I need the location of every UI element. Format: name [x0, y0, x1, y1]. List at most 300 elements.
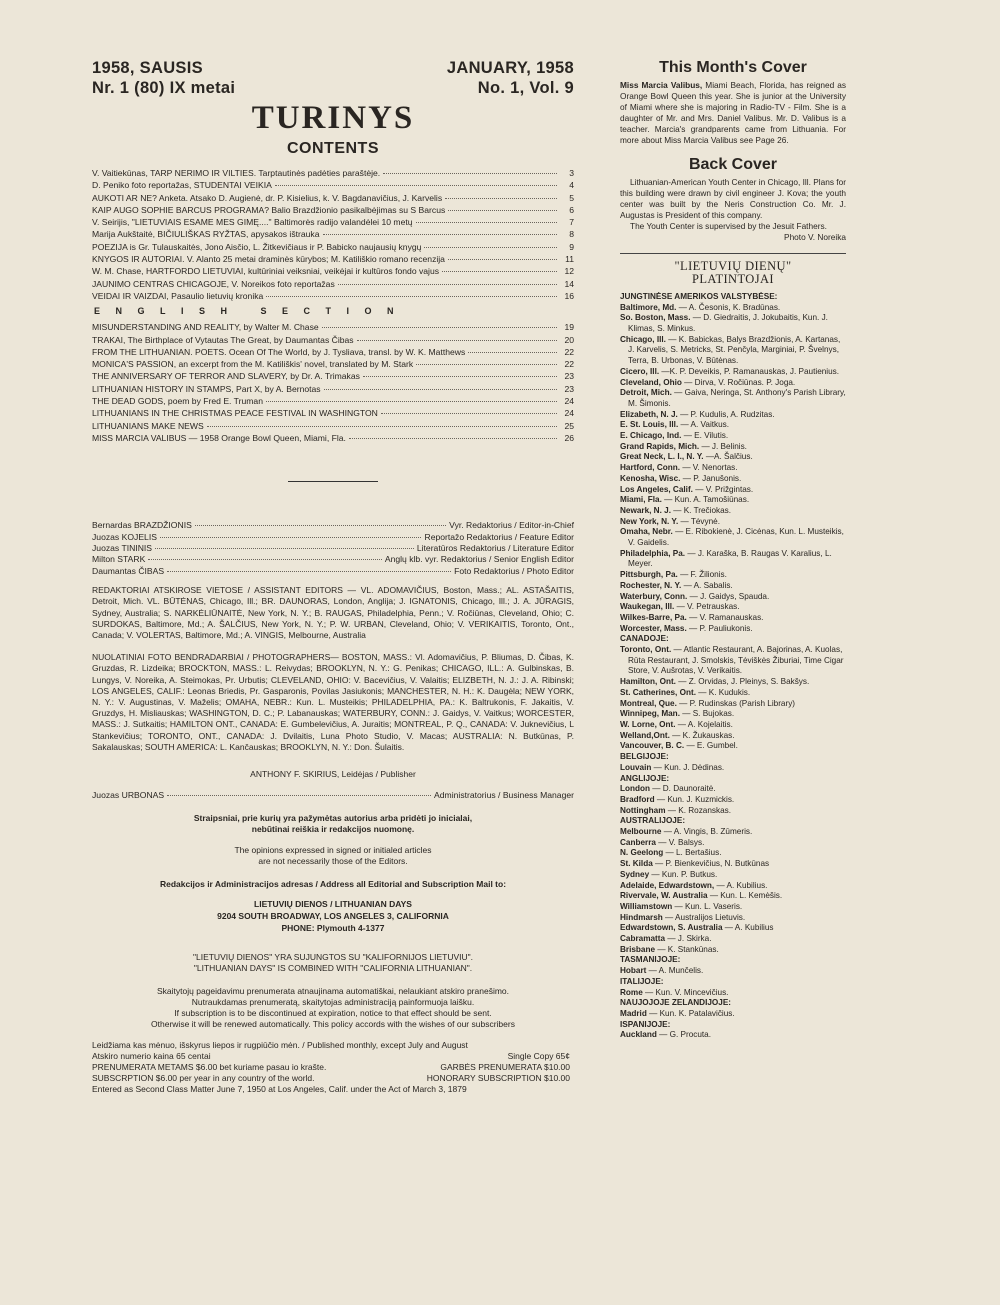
distributor-section-heading: AUSTRALIJOJE: [620, 816, 686, 826]
distributor-city: Omaha, Nebr. [620, 527, 673, 537]
distributor-city: Cleveland, Ohio [620, 377, 682, 387]
distributor-names: — J. Skirka. [667, 934, 712, 944]
toc-entry-page: 23 [564, 383, 574, 394]
distributor-names: — Z. Orvidas, J. Pleinys, S. Bakšys. [678, 677, 810, 687]
distributor-entry [620, 848, 846, 859]
staff-row [92, 520, 574, 531]
distributor-entry [620, 474, 846, 485]
distributor-names: — J. Karaška, B. Raugas V. Karalius, L. Meyer. [628, 548, 832, 569]
distributor-city: St. Catherines, Ont. [620, 687, 696, 697]
leader-dots [416, 222, 557, 223]
toc-row [92, 384, 574, 396]
toc-entry-title: LITHUANIANS IN THE CHRISTMAS PEACE FESTIVAL IN WASHINGTON [92, 408, 378, 419]
distributor-section-heading: BELGIJOJE: [620, 752, 669, 762]
distributor-entry [620, 731, 846, 742]
staff-row [92, 543, 574, 554]
date-en: JANUARY, 1958 [446, 59, 574, 77]
toc-row [92, 421, 574, 433]
distributor-names: — P. Pauliukonis. [689, 623, 753, 633]
distributor-names: — A. Vaitkus. [680, 420, 730, 430]
distributor-names: — Kun. K. Patalavičius. [649, 1008, 735, 1018]
left-column [92, 58, 574, 1095]
toc-row [92, 335, 574, 347]
pub-line-2a: Atskiro numerio kaina 65 centai [92, 1051, 211, 1062]
toc-entry-page: 22 [564, 359, 574, 370]
distributor-names: — A. Kubilius [724, 923, 774, 933]
toc-entry-title: KAIP AUGO SOPHIE BARCUS PROGRAMA? Balio Brazdžionio pasikalbėjimas su S Barcus [92, 204, 446, 215]
toc-entry-page: 25 [564, 420, 574, 431]
toc-row [92, 254, 574, 266]
distributor-entry [620, 945, 846, 956]
toc-entry-page: 20 [564, 334, 574, 345]
distributor-names: — K. Žukauskas. [672, 730, 735, 740]
address-line-3: PHONE: Plymouth 4-1377 [281, 923, 385, 934]
cover-title: This Month's Cover [659, 59, 807, 76]
distributor-city: Adelaide, Edwardstown, [620, 880, 715, 890]
toc-entry-page: 24 [564, 396, 574, 407]
toc-entry-page: 4 [569, 180, 574, 191]
toc-entry-title: POEZIJA is Gr. Tulauskaitės, Jono Aisčio, L. Žitkevičiaus ir P. Babicko naujausių knygų [92, 241, 422, 252]
pub-line-3a: PRENUMERATA METAMS $6.00 bet kuriame pasau io krašte. [92, 1062, 327, 1073]
merged-line-1: "LIETUVIŲ DIENOS" YRA SUJUNGTOS SU "KALIFORNIJOS LIETUVIU". [192, 952, 474, 963]
distributor-entry [620, 688, 846, 699]
distributor-entry [620, 763, 846, 774]
distributor-city: Detroit, Mich. [620, 388, 672, 398]
distributor-entry [620, 966, 846, 977]
distributor-names: — A. Kubilius. [716, 880, 768, 890]
distributor-entry [620, 902, 846, 913]
back-cover-photo-credit: Photo V. Noreika [784, 231, 846, 242]
toc-entry-title: TRAKAI, The Birthplace of Vytautas The Great, by Daumantas Čibas [92, 334, 354, 345]
merged-line-2: "LITHUANIAN DAYS" IS COMBINED WITH "CALIFORNIA LITHUANIAN". [193, 963, 473, 974]
distributor-names: — V. Petrauskas. [676, 602, 740, 612]
distributor-names: — V. Prižgintas. [695, 484, 754, 494]
disclaimer-en-line-2: are not necessarily those of the Editors. [258, 856, 408, 867]
staff-name: Milton STARK [92, 554, 146, 565]
distributor-names: — D. Giedraitis, J. Jokubaitis, Kun. J. Klimas, S. Minkus. [628, 313, 828, 333]
distributor-city: Rome [620, 987, 643, 997]
distributor-names: — Kun. V. Mincevičius. [645, 987, 729, 997]
distributor-city: Rochester, N. Y. [620, 580, 682, 590]
disclaimer-lt [92, 813, 574, 835]
distributor-entry [620, 527, 846, 548]
distributor-entry [620, 367, 846, 378]
distributor-city: Louvain [620, 762, 652, 772]
page-title: TURINYS [251, 100, 415, 136]
leader-dots [416, 364, 557, 365]
distributor-entry [620, 570, 846, 581]
leader-dots [448, 210, 557, 211]
disclaimer-lt-line-2: nebūtinai reiškia ir redakcijos nuomonę. [251, 824, 415, 835]
distributor-entry [620, 859, 846, 870]
right-column [620, 58, 846, 1041]
toc-entry-title: W. M. Chase, HARTFORDO LIETUVIAI, kultūriniai veiksniai, veikėjai ir kultūros fondo vajus [92, 266, 440, 277]
staff-name: Daumantas ČIBAS [92, 565, 165, 576]
publisher: ANTHONY F. SKIRIUS, Leidėjas / Publisher [250, 769, 416, 780]
distributor-names: — S. Bujokas. [682, 709, 735, 719]
manager-name: Juozas URBONAS [92, 790, 165, 801]
distributor-city: Waukegan, Ill. [620, 602, 675, 612]
distributor-entry [620, 420, 846, 431]
toc-entry-title: Marija Aukštaitė, BIČIULIŠKAS RYŽTAS, apysakos ištrauka [92, 229, 320, 240]
distributor-names: —A. Šalčius. [705, 452, 753, 462]
distributor-city: Baltimore, Md. [620, 302, 677, 312]
distributor-entry [620, 677, 846, 688]
distributor-names: — K. Stankūnas. [657, 944, 719, 954]
toc-row [92, 408, 574, 420]
toc-entry-title: MISUNDERSTANDING AND REALITY, by Walter M. Chase [92, 322, 319, 333]
distributor-section-heading: TASMANIJOJE: [620, 955, 681, 965]
distributor-city: Nottingham [620, 805, 666, 815]
distributor-entry [620, 881, 846, 892]
distributor-names: — L. Bertašius. [665, 848, 722, 858]
leader-dots [160, 537, 422, 538]
toc-entry-page: 16 [564, 290, 574, 301]
toc-entry-title: FROM THE LITHUANIAN. POETS. Ocean Of The World, by J. Tysliava, transl. by W. K. Matthews [92, 346, 466, 357]
distributor-names: — A. Sabalis. [683, 580, 733, 590]
pub-line-1: Leidžiama kas mėnuo, išskyrus liepos ir rugpiūčio mėn. / Published monthly, except July and August [92, 1040, 468, 1051]
back-cover-text-2: The Youth Center is supervised by the Jesuit Fathers. [630, 221, 827, 232]
distributor-names: — Kun. J. Dėdinas. [653, 762, 725, 772]
leader-dots [167, 571, 451, 572]
distributor-entry [620, 934, 846, 945]
toc-entry-title: D. Peniko foto reportažas, STUDENTAI VEIKIA [92, 180, 272, 191]
toc-row [92, 347, 574, 359]
distributor-entry [620, 495, 846, 506]
distributor-entry [620, 335, 846, 367]
distributor-city: Madrid [620, 1008, 647, 1018]
distributor-city: Pittsburgh, Pa. [620, 570, 678, 580]
distributor-entry [620, 645, 846, 677]
leader-dots [324, 389, 557, 390]
distributor-city: Bradford [620, 794, 655, 804]
distributor-entry [620, 891, 846, 902]
disclaimer-en-line-1: The opinions expressed in signed or initialed articles [234, 845, 432, 856]
distributor-city: Chicago, Ill. [620, 334, 666, 344]
distributor-entry [620, 581, 846, 592]
toc-entry-title: LITHUANIANS MAKE NEWS [92, 420, 204, 431]
distributor-entry [620, 1030, 846, 1041]
distributor-city: So. Boston, Mass. [620, 313, 691, 323]
leader-dots [148, 559, 382, 560]
toc-row [92, 371, 574, 383]
distributors-list [620, 292, 846, 1041]
distributor-city: Canberra [620, 837, 656, 847]
distributor-entry [620, 431, 846, 442]
pub-line-5: Entered as Second Class Matter June 7, 1950 at Los Angeles, Calif. under the Act of March 3, 1879 [92, 1084, 467, 1095]
distributor-entry [620, 720, 846, 731]
toc-row [92, 168, 574, 180]
publication-info [92, 1040, 574, 1095]
distributor-section-heading: CANADOJE: [620, 634, 669, 644]
distributor-names: — E. Vilutis. [683, 431, 729, 441]
distributor-city: Hindmarsh [620, 912, 663, 922]
renewal-line-4: Otherwise it will be renewed automatically. This policy accords with the wishes of our subscribers [151, 1019, 515, 1030]
issue-en: No. 1, Vol. 9 [477, 79, 574, 97]
distributor-names: —K. P. Deveikis, P. Ramanauskas, J. Pautienius. [661, 366, 840, 376]
merged-note [92, 952, 574, 974]
distributor-entry [620, 838, 846, 849]
distributor-entry [620, 388, 846, 409]
leader-dots [266, 296, 557, 297]
distributor-city: Cicero, Ill. [620, 366, 660, 376]
leader-dots [383, 173, 557, 174]
distributor-names: — Kun. A. Tamošiūnas. [664, 495, 750, 505]
distributor-city: W. Lorne, Ont. [620, 720, 676, 729]
leader-dots [349, 438, 557, 439]
distributor-entry [620, 303, 846, 314]
distributor-names: — V. Ramanauskas. [689, 612, 764, 622]
distributor-city: Winnipeg, Man. [620, 709, 680, 719]
leader-dots [195, 525, 446, 526]
distributor-city: Hamilton, Ont. [620, 677, 676, 687]
divider [288, 481, 378, 482]
distributor-city: N. Geelong [620, 848, 664, 858]
distributor-entry [620, 313, 846, 334]
distributor-city: Wilkes-Barre, Pa. [620, 612, 687, 622]
toc-entry-page: 24 [564, 408, 574, 419]
distributor-city: Cabramatta [620, 934, 666, 944]
distributor-entry [620, 624, 846, 635]
toc-entry-title: MISS MARCIA VALIBUS — 1958 Orange Bowl Queen, Miami, Fla. [92, 432, 346, 443]
toc-entry-title: LITHUANIAN HISTORY IN STAMPS, Part X, by A. Bernotas [92, 383, 321, 394]
toc-entry-page: 12 [564, 266, 574, 277]
distributor-section-heading: ISPANIJOJE: [620, 1019, 671, 1029]
distributor-names: — A. Kojelaitis. [677, 720, 733, 729]
pub-line-2b: Single Copy 65¢ [507, 1051, 570, 1062]
leader-dots [424, 247, 557, 248]
distributor-entry [620, 410, 846, 421]
distributor-names: — K. Rozanskas. [667, 805, 732, 815]
distributor-entry [620, 709, 846, 720]
distributor-entry [620, 613, 846, 624]
pub-line-4a: SUBSCRPTION $6.00 per year in any country of the world. [92, 1073, 315, 1084]
distributor-names: — K. Babickas, Balys Brazdžionis, A. Kartanas, J. Karvelis, S. Metricks, St. Penčyla, Marginiai, P. Švelnys, Terra, B. Urbonas, V. Būtėnas. [628, 334, 841, 366]
distributor-entry [620, 378, 846, 389]
distributor-section-heading: ITALIJOJE: [620, 976, 664, 986]
distributor-names: — F. Žilionis. [680, 570, 727, 580]
leader-dots [363, 376, 557, 377]
toc-row [92, 396, 574, 408]
distributor-names: — P. Bienkevičius, N. Butkūnas [655, 859, 770, 869]
staff-role: Reportažo Redaktorius / Feature Editor [424, 531, 574, 542]
leader-dots [338, 284, 557, 285]
distributor-entry [620, 549, 846, 570]
distributor-city: Sydney [620, 869, 650, 879]
distributor-names: — E. Ribokienė, J. Cicėnas, Kun. L. Musteikis, V. Gaidelis. [628, 527, 844, 548]
distributor-city: Newark, N. J. [620, 505, 671, 515]
toc-row [92, 229, 574, 241]
renewal-line-2: Nutraukdamas prenumeratą, skaitytojas administraciją painformuoja laišku. [191, 997, 475, 1008]
distributor-city: New York, N. Y. [620, 516, 679, 526]
toc-english [92, 322, 574, 445]
manager-row [92, 790, 574, 801]
toc-entry-title: THE DEAD GODS, poem by Fred E. Truman [92, 396, 263, 407]
address-line-1: LIETUVIŲ DIENOS / LITHUANIAN DAYS [254, 899, 412, 910]
staff-row [92, 566, 574, 577]
distributor-city: Hartford, Conn. [620, 463, 681, 473]
distributor-city: Grand Rapids, Mich. [620, 441, 700, 451]
toc-entry-page: 3 [569, 168, 574, 178]
staff-role: Vyr. Redaktorius / Editor-in-Chief [449, 520, 574, 531]
distributor-city: Williamstown [620, 901, 673, 911]
distributor-names: — A. Česonis, K. Bradūnas. [678, 302, 781, 312]
distributor-entry [620, 506, 846, 517]
leader-dots [445, 198, 557, 199]
staff-name: Juozas TININIS [92, 543, 153, 554]
distributor-names: — J. Gaidys, Spauda. [689, 591, 770, 601]
toc-row [92, 266, 574, 278]
distributor-city: St. Kilda [620, 859, 653, 869]
distributor-city: Elizabeth, N. J. [620, 409, 678, 419]
distributor-entry [620, 988, 846, 999]
staff-role: Anglų klb. vyr. Redaktorius / Senior English Editor [384, 554, 574, 565]
toc-entry-title: V. Seirijis, "LIETUVIAIS ESAME MES GIMĘ...." Baltimorės radijo valandėlei 10 metų [92, 217, 413, 228]
page-subtitle: CONTENTS [287, 140, 379, 157]
distributors-title-1: "LIETUVIŲ DIENŲ" [674, 258, 792, 273]
toc-entry-page: 22 [564, 346, 574, 357]
distributor-names: — Australijos Lietuvis. [665, 912, 746, 922]
staff-name: Bernardas BRAZDŽIONIS [92, 520, 192, 531]
pub-line-3b: GARBĖS PRENUMERATA $10.00 [440, 1062, 570, 1073]
toc-row [92, 291, 574, 303]
distributor-names: — V. Nenortas. [682, 463, 738, 473]
distributor-city: Los Angeles, Calif. [620, 484, 693, 494]
staff-role: Literatūros Redaktorius / Literature Editor [416, 543, 574, 554]
disclaimer-en [92, 845, 574, 867]
address-block [92, 898, 574, 934]
distributor-entry [620, 442, 846, 453]
distributor-city: Edwardstown, S. Australia [620, 923, 723, 933]
distributor-section-heading: JUNGTINĖSE AMERIKOS VALSTYBĖSE: [620, 291, 778, 301]
distributor-names: — Kun. L. Kemėšis. [709, 891, 783, 901]
toc-entry-page: 14 [564, 278, 574, 289]
toc-entry-title: THE ANNIVERSARY OF TERROR AND SLAVERY, by Dr. A. Trimakas [92, 371, 360, 382]
toc-row [92, 180, 574, 192]
distributor-section-heading: NAUJOJOJE ZELANDIJOJE: [620, 998, 732, 1008]
distributor-city: Great Neck, L. I., N. Y. [620, 452, 704, 462]
leader-dots [323, 234, 557, 235]
toc-entry-page: 8 [569, 229, 574, 240]
distributor-names: — P. Rudinskas (Parish Library) [679, 698, 796, 708]
distributor-names: — A. Vingis, B. Zūmeris. [663, 827, 753, 837]
leader-dots [167, 795, 431, 796]
distributor-city: Auckland [620, 1030, 657, 1040]
distributor-entry [620, 592, 846, 603]
leader-dots [322, 327, 557, 328]
toc-entry-page: 5 [569, 192, 574, 203]
leader-dots [448, 259, 557, 260]
distributor-names: — A. Munčelis. [648, 966, 704, 976]
toc-entry-page: 19 [564, 322, 574, 333]
pub-line-3 [92, 1062, 574, 1073]
distributor-section-heading: ANGLIJOJE: [620, 773, 670, 783]
renewal-line-1: Skaitytojų pageidavimu prenumerata atnaujinama automatiškai, nelaukiant atskiro pranešimo. [157, 986, 509, 997]
distributor-names: — Tėvynė. [680, 516, 720, 526]
distributor-entry [620, 913, 846, 924]
leader-dots [207, 426, 557, 427]
distributor-names: — D. Daunoraitė. [652, 784, 716, 794]
distributor-names: — Kun. P. Butkus. [651, 869, 718, 879]
toc-row [92, 217, 574, 229]
cover-description: Miami Beach, Florida, has reigned as Orange Bowl Queen this year. She is junior at the University of Miami where she is majoring in Radio-TV - Film. She is a daughter of Mr. and Mrs. Daniel Valibus. Mr. D. Valibus is a teacher. Marcia's grandparents came from Lithuania. For more about Miss Marcia Valibus see Page 26. [620, 80, 847, 145]
renewal-note [92, 986, 574, 1030]
distributor-city: Kenosha, Wisc. [620, 473, 681, 483]
distributor-entry [620, 795, 846, 806]
toc-row [92, 322, 574, 334]
cover-text [620, 80, 846, 145]
back-cover-title: Back Cover [688, 156, 778, 174]
staff-row [92, 554, 574, 565]
distributor-names: — Atlantic Restaurant, A. Bajorinas, A. Kuolas, Rūta Restaurant, J. Smolskis, Tėviškės Žiburiai, Time Cigar Store, V. Aušrotas, V. Verikaitis. [628, 645, 844, 676]
staff-list [92, 520, 574, 577]
toc-entry-title: MONICA'S PASSION, an excerpt from the M. Katiliškis' novel, translated by M. Stark [92, 359, 414, 370]
issue-lt: Nr. 1 (80) IX metai [92, 79, 236, 97]
distributor-city: E. St. Louis, Ill. [620, 420, 679, 430]
date-lt: 1958, SAUSIS [92, 59, 203, 77]
distributor-city: Miami, Fla. [620, 495, 662, 505]
staff-role: Foto Redaktorius / Photo Editor [454, 565, 574, 576]
distributor-names: — K. Kudukis. [698, 687, 751, 697]
distributor-entry [620, 870, 846, 881]
distributor-city: E. Chicago, Ind. [620, 431, 682, 441]
leader-dots [155, 548, 414, 549]
distributor-names: — P. Kudulis, A. Rudzitas. [680, 409, 775, 419]
distributor-entry [620, 827, 846, 838]
distributor-names: — Dirva, V. Ročiūnas. P. Joga. [684, 377, 796, 387]
manager-role: Administratorius / Business Manager [434, 790, 574, 801]
distributors-title-2: PLATINTOJAI [692, 271, 774, 286]
toc-entry-page: 26 [564, 432, 574, 443]
divider [620, 253, 846, 254]
masthead-row-2 [92, 78, 574, 98]
distributor-names: — Kun. L. Vaseris. [674, 901, 743, 911]
distributor-entry [620, 452, 846, 463]
distributor-city: Melbourne [620, 827, 662, 837]
distributor-names: — G. Procuta. [659, 1030, 712, 1040]
toc-entry-title: V. Vaitiekūnas, TARP NERIMO IR VILTIES. Tarptautinės padėties paraštėje. [92, 168, 381, 178]
distributor-city: Toronto, Ont. [620, 645, 672, 655]
distributor-entry [620, 741, 846, 752]
pub-line-2 [92, 1051, 574, 1062]
english-section-label: ENGLISH SECTION [94, 306, 410, 317]
toc-entry-title: VEIDAI IR VAIZDAI, Pasaulio lietuvių kronika [92, 290, 264, 301]
distributor-city: Hobart [620, 966, 647, 976]
distributor-entry [620, 806, 846, 817]
distributor-names: — Kun. J. Kuzmickis. [656, 794, 735, 804]
distributor-city: Worcester, Mass. [620, 623, 687, 633]
address-line-2: 9204 SOUTH BROADWAY, LOS ANGELES 3, CALIFORNIA [217, 911, 449, 922]
leader-dots [468, 352, 557, 353]
toc-row [92, 279, 574, 291]
distributor-city: Rivervale, W. Australia [620, 891, 708, 901]
distributor-names: — E. Gumbel. [686, 741, 738, 751]
address-label: Redakcijos ir Administracijos adresas / Address all Editorial and Subscription Mail to: [159, 879, 507, 890]
toc-entry-title: JAUNIMO CENTRAS CHICAGOJE, V. Noreikos foto reportažas [92, 278, 335, 289]
distributor-city: Waterbury, Conn. [620, 591, 688, 601]
distributor-entry [620, 485, 846, 496]
toc-entry-title: AUKOTI AR NE? Anketa. Atsako D. Augienė, dr. P. Kisielius, k. V. Bagdanavičius, J. Karvelis [92, 192, 443, 203]
distributor-entry [620, 1009, 846, 1020]
distributor-names: — J. Belinis. [701, 441, 747, 451]
toc-lithuanian [92, 168, 574, 303]
toc-entry-title: KNYGOS IR AUTORIAI. V. Alanto 25 metai draminės kūrybos; M. Katiliškio romano recenzija [92, 254, 445, 265]
pub-line-4 [92, 1073, 574, 1084]
toc-row [92, 193, 574, 205]
distributor-names: — Gaiva, Neringa, St. Anthony's Parish Library, M. Šimonis. [628, 388, 846, 408]
distributor-entry [620, 463, 846, 474]
leader-dots [275, 185, 557, 186]
